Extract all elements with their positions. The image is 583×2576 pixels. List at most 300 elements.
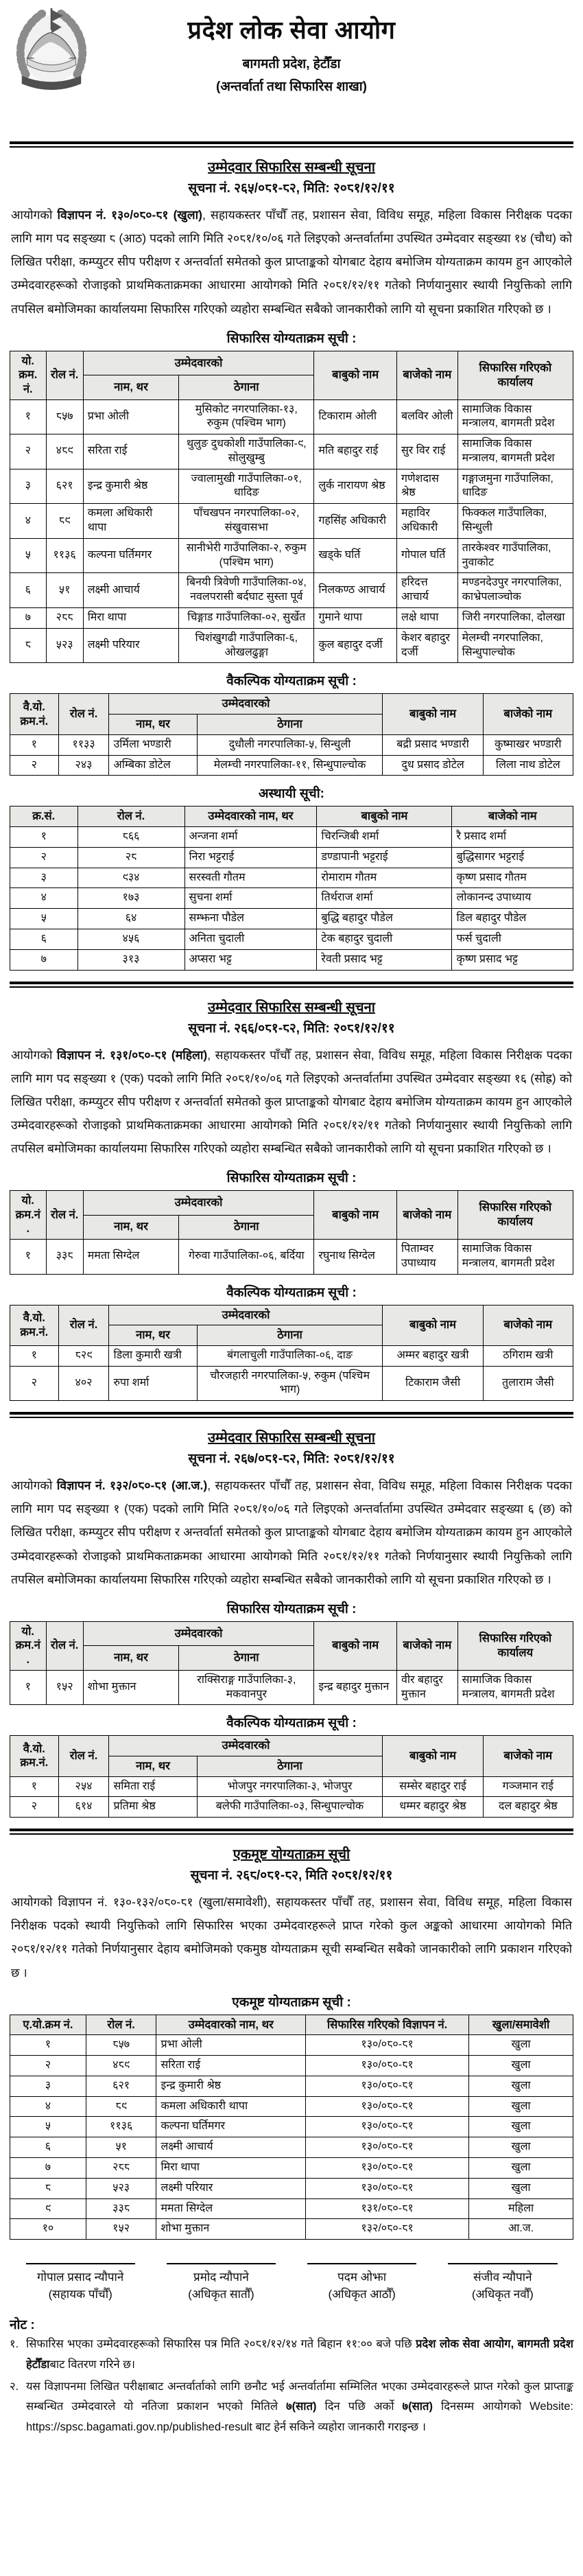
- column-header: उम्मेदवारको: [83, 351, 314, 375]
- table-cell: रुपा शर्मा: [109, 1366, 197, 1401]
- table-cell: हरिदत्त आचार्य: [396, 573, 457, 608]
- org-subtitle-province: बागमती प्रदेश, हेटौँडा: [242, 57, 341, 71]
- table-cell: १३०/०८०-८१: [306, 2056, 469, 2076]
- table-cell: गुमाने थापा: [314, 608, 397, 629]
- table-cell: प्रतिमा श्रेष्ठ: [109, 1797, 197, 1818]
- column-header: बाजेको नाम: [396, 1191, 457, 1240]
- table-cell: सरिता राई: [156, 2056, 306, 2076]
- table-cell: ७: [10, 949, 78, 970]
- table-cell: २: [10, 2056, 86, 2076]
- table-cell: धम्मर बहादुर श्रेष्ठ: [383, 1797, 483, 1818]
- table-row: [10, 847, 573, 868]
- merit-table: [10, 2015, 573, 2240]
- note-item: [10, 2377, 573, 2438]
- notice-heading: उम्मेदवार सिफारिस सम्बन्धी सूचना: [208, 1430, 375, 1446]
- table-cell: ६१४: [58, 1797, 109, 1818]
- table-cell: ६: [10, 929, 78, 949]
- table-cell: बद्री प्रसाद भण्डारी: [383, 734, 483, 755]
- table-cell: १: [10, 826, 78, 847]
- table-cell: ३३८: [46, 1240, 83, 1275]
- column-header: सिफारिस गरिएको कार्यालय: [457, 351, 573, 399]
- table-cell: जिरी नगरपालिका, दोलखा: [457, 608, 573, 629]
- column-header: रोल नं.: [58, 694, 109, 734]
- column-header: खुला/समावेशी: [469, 2015, 573, 2035]
- alternative-table-2: [10, 1305, 573, 1402]
- column-header: रोल नं.: [58, 1736, 109, 1776]
- table-cell: ३३८: [86, 2198, 156, 2219]
- table-cell: कृष्ण प्रसाद गौतम: [452, 868, 573, 888]
- column-header: बाबुको नाम: [383, 1305, 483, 1345]
- table-cell: १३०/०८०-८१: [306, 2137, 469, 2158]
- table-cell: रेवती प्रसाद भट्ट: [317, 949, 452, 970]
- table-cell: मुसिकोट नगरपालिका-१३, रुकुम (पश्चिम भाग): [179, 399, 314, 434]
- table-cell: मेलम्ची नगरपालिका, सिन्धुपाल्चोक: [457, 628, 573, 663]
- table-cell: दल बहादुर श्रेष्ठ: [483, 1797, 573, 1818]
- table-cell: ममता सिग्देल: [83, 1240, 179, 1275]
- table-cell: सामाजिक विकास मन्त्रालय, बागमती प्रदेश: [457, 399, 573, 434]
- table-cell: गहसिंह अधिकारी: [314, 504, 397, 539]
- notice-paragraph: आयोगको विज्ञापन नं. १३१/०८०-८१ (महिला), सहायकस्तर पाँचौँ तह, प्रशासन सेवा, विविध समूह, महिला विकास निरीक्षक पदका लागि माग पद सङ्ख्या १ (एक) पदको लागि मिति २०८१/१०/०६ गते लिइएको अन्तर्वार्तामा उपस्थित उम्मेदवार सङ्ख्या १६ (सोह्र) को लिखित परीक्षा, कम्प्युटर सीप परीक्षण र अन्तर्वार्ता समेतको कुल प्राप्ताङ्कको योगबाट देहाय बमोजिम योग्यताक्रम कायम हुन आएकोले उम्मेदवारहरूको रोजाइको प्राथमिकताक्रमका आधारमा आयोगको मिति २०८१/१२/११ गतेको निर्णयानुसार स्थायी नियुक्तिको लागि तपसिल बमोजिमका कार्यालयमा सिफारिस गरिएको व्यहोरा सम्बन्धित सबैको जानकारीको लागि यो सूचना प्रकाशित गरिएको छ ।: [11, 1047, 572, 1155]
- table-row: [10, 504, 573, 539]
- table-row: [10, 2219, 573, 2240]
- column-header: वै.यो. क्रम.नं.: [10, 694, 59, 734]
- notice-paragraph: आयोगको विज्ञापन नं. १३२/०८०-८१ (आ.ज.), सहायकस्तर पाँचौँ तह, प्रशासन सेवा, विविध समूह, महिला विकास निरीक्षक पदका लागि माग पद सङ्ख्या १ (एक) पदको लागि मिति २०८१/१०/०६ गते लिइएको अन्तर्वार्तामा उपस्थित उम्मेदवार सङ्ख्या ६ (छ) को लिखित परीक्षा, कम्प्युटर सीप परीक्षण र अन्तर्वार्ता समेतको कुल प्राप्ताङ्कको योगबाट देहाय बमोजिम योग्यताक्रम कायम हुन आएकोले उम्मेदवारहरूको रोजाइको प्राथमिकताक्रमका आधारमा आयोगको मिति २०८१/१२/११ गतेको निर्णयानुसार स्थायी नियुक्तिको लागि तपसिल बमोजिमका कार्यालयमा सिफारिस गरिएको व्यहोरा सम्बन्धित सबैको जानकारीको लागि यो सूचना प्रकाशित गरिएको छ ।: [11, 1478, 572, 1586]
- table-cell: लुर्क नारायण श्रेष्ठ: [314, 469, 397, 504]
- table-cell: ८६६: [78, 826, 185, 847]
- table-cell: २८८: [46, 608, 83, 629]
- table-row: [10, 2035, 573, 2056]
- table-cell: खुला: [469, 2178, 573, 2198]
- table-cell: शोभा मुक्तान: [156, 2219, 306, 2240]
- table-cell: कृष्ण प्रसाद भट्ट: [452, 949, 573, 970]
- note-item: [10, 2334, 573, 2375]
- table-cell: ५१: [86, 2137, 156, 2158]
- table-cell: निलकण्ठ आचार्य: [314, 573, 397, 608]
- table-row: [10, 734, 573, 755]
- table-cell: आ.ज.: [469, 2219, 573, 2240]
- table-cell: सानीभेरी गाउँपालिका-२, रुकुम (पश्चिम भाग): [179, 538, 314, 573]
- table-cell: खुला: [469, 2158, 573, 2179]
- table-cell: १: [10, 1345, 59, 1366]
- table-cell: डिल बहादुर पौडेल: [452, 909, 573, 929]
- table-cell: बलेफी गाउँपालिका-०३, सिन्धुपाल्चोक: [197, 1797, 383, 1818]
- page-header: [10, 1, 573, 136]
- table-row: [10, 1776, 573, 1797]
- table-cell: चौरजहारी नगरपालिका-५, रुकुम (पश्चिम भाग): [197, 1366, 383, 1401]
- notice-heading: उम्मेदवार सिफारिस सम्बन्धी सूचना: [208, 999, 375, 1015]
- notice-section-1: [10, 157, 573, 971]
- table-cell: बुद्धिसागर भट्टराई: [452, 847, 573, 868]
- table-cell: ५: [10, 538, 47, 573]
- table-cell: पिताम्वर उपाध्याय: [396, 1240, 457, 1275]
- column-header: नाम, थर: [109, 1756, 197, 1776]
- table-row: [10, 538, 573, 573]
- table-cell: सरस्वती गौतम: [185, 868, 317, 888]
- table-cell: ४: [10, 504, 47, 539]
- column-header: रोल नं.: [58, 1305, 109, 1345]
- table-row: [10, 929, 573, 949]
- table-cell: १५२: [86, 2219, 156, 2240]
- table-cell: इन्द्र कुमारी श्रेष्ठ: [83, 469, 179, 504]
- table-cell: सामाजिक विकास मन्त्रालय, बागमती प्रदेश: [457, 1670, 573, 1705]
- table-row: [10, 2117, 573, 2137]
- table-cell: कुष्माखर भण्डारी: [483, 734, 573, 755]
- column-header: बाबुको नाम: [383, 1736, 483, 1776]
- column-header: बाजेको नाम: [483, 1305, 573, 1345]
- signature-row: [14, 2263, 569, 2303]
- merit-list-section: [10, 1844, 573, 2240]
- table-cell: ८९: [46, 504, 83, 539]
- signature-line: [448, 2263, 557, 2264]
- table-cell: अनिता चुदाली: [185, 929, 317, 949]
- table-title-alternative-2: वैकल्पिक योग्यताक्रम सूची :: [226, 1285, 357, 1300]
- table-cell: २८: [78, 847, 185, 868]
- table-cell: मण्डनदेउपुर नगरपालिका, काभ्रेपलाञ्चोक: [457, 573, 573, 608]
- table-cell: महिला: [469, 2198, 573, 2219]
- table-cell: २: [10, 1797, 59, 1818]
- table-cell: गञ्जमान राई: [483, 1776, 573, 1797]
- table-cell: ८२९: [58, 1345, 109, 1366]
- table-cell: चिङ्गाड गाउँपालिका-०२, सुर्खेत: [179, 608, 314, 629]
- table-cell: चिरन्जिबी शर्मा: [317, 826, 452, 847]
- result-url-link[interactable]: https://spsc.bagamati.gov.np/published-result: [26, 2421, 252, 2434]
- column-header: रोल नं.: [86, 2015, 156, 2035]
- table-cell: लक्ष्मी आचार्य: [156, 2137, 306, 2158]
- table-row: [10, 868, 573, 888]
- note-label: नोट :: [10, 2318, 35, 2333]
- table-row: [10, 888, 573, 909]
- table-cell: ३: [10, 868, 78, 888]
- column-header: ठेगाना: [197, 1325, 383, 1346]
- table-cell: इन्द्र कुमारी श्रेष्ठ: [156, 2076, 306, 2096]
- column-header: उम्मेदवारको नाम, थर: [185, 807, 317, 827]
- table-cell: कुल बहादुर दर्जी: [314, 628, 397, 663]
- table-cell: ५: [10, 2117, 86, 2137]
- table-cell: २८८: [86, 2158, 156, 2179]
- table-cell: १३०/०८०-८१: [306, 2117, 469, 2137]
- table-cell: ४: [10, 888, 78, 909]
- table-title-merit: एकमूष्ट योग्यताक्रम सूची :: [232, 1995, 351, 2010]
- table-cell: डिला कुमारी खत्री: [109, 1345, 197, 1366]
- table-cell: ६: [10, 2137, 86, 2158]
- note-bold-text: ७(सात): [286, 2400, 317, 2413]
- table-cell: टेक बहादुर चुदाली: [317, 929, 452, 949]
- notice-subheading: सूचना नं. २६६/०८१-८२, मिति: २०८१/१२/११: [188, 1021, 395, 1036]
- table-cell: ठगिराम खत्री: [483, 1345, 573, 1366]
- table-cell: ११३६: [86, 2117, 156, 2137]
- notice-paragraph: आयोगको विज्ञापन नं. १३०-१३२/०८०-८१ (खुला/समावेशी), सहायकस्तर पाँचौँ तह, प्रशासन सेवा, विविध समूह, महिला विकास निरीक्षक पदको स्थायी नियुक्तिको लागि सिफारिस भएका उम्मेदवारहरूले प्राप्त गरेको कुल अङ्कको आधारमा आयोगको मिति २०८१/१२/११ गतेको निर्णयानुसार देहाय बमोजिमको एकमुष्ठ योग्यताक्रम सूची सम्बन्धित सबैको जानकारीको लागि प्रकाशन गरिएको छ ।: [11, 1895, 572, 1980]
- table-cell: रोमाराम गौतम: [317, 868, 452, 888]
- column-header: ठेगाना: [179, 1215, 314, 1239]
- note-plain-text: दिनसम्म आयोगको Website:: [432, 2400, 574, 2413]
- table-cell: २: [10, 434, 47, 469]
- table-cell: ३: [10, 2076, 86, 2096]
- table-cell: ७: [10, 2158, 86, 2179]
- table-cell: गणेशदास श्रेष्ठ: [396, 469, 457, 504]
- table-cell: ६२१: [86, 2076, 156, 2096]
- table-cell: मिरा थापा: [83, 608, 179, 629]
- column-header: बाबुको नाम: [314, 1621, 397, 1670]
- table-cell: ५: [10, 909, 78, 929]
- section-divider: [10, 1412, 573, 1418]
- column-header: नाम, थर: [109, 715, 197, 735]
- column-header: सिफारिस गरिएको विज्ञापन नं.: [306, 2015, 469, 2035]
- alternative-table-1: [10, 693, 573, 776]
- table-cell: ६: [10, 573, 47, 608]
- table-cell: खुला: [469, 2117, 573, 2137]
- recommendation-table-1: [10, 351, 573, 664]
- column-header: रोल नं.: [78, 807, 185, 827]
- table-cell: ५२३: [46, 628, 83, 663]
- column-header: वै.यो. क्रम.नं.: [10, 1305, 59, 1345]
- signature-name: गोपाल प्रसाद न्यौपाने: [37, 2271, 124, 2284]
- table-cell: १३०/०८०-८१: [306, 2158, 469, 2179]
- table-cell: तुलाराम जैसी: [483, 1366, 573, 1401]
- table-cell: मिरा थापा: [156, 2158, 306, 2179]
- column-header: ठेगाना: [179, 375, 314, 399]
- table-row: [10, 909, 573, 929]
- table-title-alternative-1: वैकल्पिक योग्यताक्रम सूची :: [226, 674, 357, 689]
- column-header: बाजेको नाम: [396, 351, 457, 399]
- notice-section-3: [10, 1428, 573, 1818]
- table-cell: निरा भट्टराई: [185, 847, 317, 868]
- table-cell: लक्ष्मी आचार्य: [83, 573, 179, 608]
- column-header: रोल नं.: [46, 351, 83, 399]
- table-cell: अम्मर बहादुर खत्री: [383, 1345, 483, 1366]
- column-header: क्र.सं.: [10, 807, 78, 827]
- note-number: १.: [10, 2338, 19, 2351]
- nepal-emblem-logo: [11, 4, 92, 95]
- table-cell: ११३६: [46, 538, 83, 573]
- column-header: बाजेको नाम: [483, 694, 573, 734]
- table-cell: कल्पना घर्तिमगर: [156, 2117, 306, 2137]
- table-title-recommend-2: सिफारिस योग्यताक्रम सूची :: [226, 1171, 357, 1186]
- table-cell: २: [10, 1366, 59, 1401]
- table-cell: १३०/०८०-८१: [306, 2096, 469, 2117]
- table-cell: पाँचखपन नगरपालिका-०२, संखुवासभा: [179, 504, 314, 539]
- note-number: २.: [10, 2380, 19, 2393]
- table-cell: सुर विर राई: [396, 434, 457, 469]
- signature-name: प्रमोद न्यौपाने: [193, 2271, 249, 2284]
- table-cell: ७: [10, 608, 47, 629]
- table-cell: रघुनाथ सिग्देल: [314, 1240, 397, 1275]
- column-header: बाजेको नाम: [396, 1621, 457, 1670]
- table-cell: १५२: [46, 1670, 83, 1705]
- table-cell: लक्ष्मी परियार: [83, 628, 179, 663]
- table-cell: ८५७: [46, 399, 83, 434]
- table-cell: गङ्गाजमुना गाउँपालिका, धादिङ: [457, 469, 573, 504]
- column-header: बाबुको नाम: [317, 807, 452, 827]
- table-cell: लिला नाथ डोटेल: [483, 755, 573, 776]
- notice-heading: एकमूष्ट योग्यताक्रम सूची: [233, 1847, 350, 1863]
- column-header: बाबुको नाम: [314, 351, 397, 399]
- table-cell: खुला: [469, 2076, 573, 2096]
- table-cell: सरिता राई: [83, 434, 179, 469]
- table-cell: फर्स चुदाली: [452, 929, 573, 949]
- table-row: [10, 628, 573, 663]
- table-cell: ६२१: [46, 469, 83, 504]
- table-cell: खुला: [469, 2056, 573, 2076]
- table-cell: ५१: [46, 573, 83, 608]
- table-cell: ८: [10, 2178, 86, 2198]
- column-header: यो. क्रम. नं.: [10, 351, 47, 399]
- column-header: उम्मेदवारको: [109, 1736, 383, 1756]
- table-cell: १३०/०८०-८१: [306, 2178, 469, 2198]
- table-title-recommend-3: सिफारिस योग्यताक्रम सूची :: [226, 1601, 357, 1616]
- table-title-alternative-3: वैकल्पिक योग्यताक्रम सूची :: [226, 1716, 357, 1731]
- table-cell: बंगलाचुली गाउँपालिका-०६, दाङ: [197, 1345, 383, 1366]
- column-header: बाजेको नाम: [452, 807, 573, 827]
- table-row: [10, 608, 573, 629]
- column-header: ठेगाना: [197, 715, 383, 735]
- table-cell: ८: [10, 628, 47, 663]
- section-divider: [10, 1829, 573, 1835]
- column-header: वै.यो. क्रम.नं.: [10, 1736, 59, 1776]
- notice-section-2: [10, 997, 573, 1402]
- table-cell: ४८९: [46, 434, 83, 469]
- notice-subheading: सूचना नं. २६८/०८१-८२, मिति २०८१/१२/११: [190, 1868, 393, 1883]
- notice-paragraph: आयोगको विज्ञापन नं. १३०/०८०-८१ (खुला), सहायकस्तर पाँचौँ तह, प्रशासन सेवा, विविध समूह, महिला विकास निरीक्षक पदका लागि माग पद सङ्ख्या ८ (आठ) पदको लागि मिति २०८१/१०/०६ गते लिइएको अन्तर्वार्तामा उपस्थित उम्मेदवार सङ्ख्या १४ (चौध) को लिखित परीक्षा, कम्प्युटर सीप परीक्षण र अन्तर्वार्ता समेतको कुल प्राप्ताङ्कको योगबाट देहाय बमोजिम योग्यताक्रम कायम हुन आएकोले उम्मेदवारहरूको रोजाइको प्राथमिकताक्रमका आधारमा आयोगको मिति २०८१/१२/११ गतेको निर्णयानुसार स्थायी नियुक्तिको लागि तपसिल बमोजिमका कार्यालयमा सिफारिस गरिएको व्यहोरा सम्बन्धित सबैको जानकारीको लागि यो सूचना प्रकाशित गरिएको छ ।: [11, 208, 572, 316]
- table-cell: महाविर अधिकारी: [396, 504, 457, 539]
- table-cell: ४: [10, 2096, 86, 2117]
- table-cell: समिता राई: [109, 1776, 197, 1797]
- note-bold-text: प्रदेश लोक सेवा आयोग, बागमती प्रदेश हेटौँडा: [26, 2338, 573, 2371]
- table-cell: गेरुवा गाउँपालिका-०६, बर्दिया: [179, 1240, 314, 1275]
- table-row: [10, 2056, 573, 2076]
- signature-block: [436, 2263, 569, 2303]
- table-cell: सम्झना पौडेल: [185, 909, 317, 929]
- table-cell: लक्ष्मी परियार: [156, 2178, 306, 2198]
- signature-name: संजीव न्यौपाने: [473, 2271, 532, 2284]
- table-cell: १: [10, 1240, 47, 1275]
- signature-post: (अधिकृत आठौँ): [328, 2288, 396, 2301]
- table-cell: लक्षे थापा: [396, 608, 457, 629]
- table-cell: कमला अधिकारी थापा: [156, 2096, 306, 2117]
- table-cell: २: [10, 847, 78, 868]
- table-cell: मति बहादुर राई: [314, 434, 397, 469]
- table-cell: ६४: [78, 909, 185, 929]
- table-row: [10, 399, 573, 434]
- table-cell: कमला अधिकारी थापा: [83, 504, 179, 539]
- table-cell: खड्के घर्ति: [314, 538, 397, 573]
- table-row: [10, 1345, 573, 1366]
- table-cell: १: [10, 2035, 86, 2056]
- column-header: सिफारिस गरिएको कार्यालय: [457, 1621, 573, 1670]
- column-header: नाम, थर: [83, 1215, 179, 1239]
- section-divider: [10, 141, 573, 148]
- signature-block: [14, 2263, 147, 2303]
- table-cell: १३०/०८०-८१: [306, 2035, 469, 2056]
- table-cell: १३१/०८०-८१: [306, 2198, 469, 2219]
- notice-subheading: सूचना नं. २६५/०८१-८२, मिति: २०८१/१२/११: [188, 181, 395, 196]
- table-cell: ३: [10, 469, 47, 504]
- table-row: [10, 1797, 573, 1818]
- alternative-table-3: [10, 1735, 573, 1818]
- table-cell: टिकाराम ओली: [314, 399, 397, 434]
- table-cell: उर्मिला भण्डारी: [109, 734, 197, 755]
- table-row: [10, 434, 573, 469]
- note-plain-text: सिफारिस भएका उम्मेदवारहरूको सिफारिस पत्र मिति २०८१/१२/१४ गते बिहान ११:०० बजे पछि: [26, 2338, 416, 2351]
- column-header: रोल नं.: [46, 1621, 83, 1670]
- note-bold-text: ७(सात): [402, 2400, 433, 2413]
- table-cell: चिशंखुगढी गाउँपालिका-६, ओखलढुङ्गा: [179, 628, 314, 663]
- column-header: ए.यो.क्रम नं.: [10, 2015, 86, 2035]
- table-cell: ३१३: [78, 949, 185, 970]
- section-divider: [10, 982, 573, 988]
- column-header: रोल नं.: [46, 1191, 83, 1240]
- column-header: नाम, थर: [83, 1646, 179, 1670]
- table-cell: लोकानन्द उपाध्याय: [452, 888, 573, 909]
- table-cell: ४०२: [58, 1366, 109, 1401]
- table-cell: रै प्रसाद शर्मा: [452, 826, 573, 847]
- table-row: [10, 2158, 573, 2179]
- note-text: [26, 2334, 573, 2375]
- table-row: [10, 469, 573, 504]
- table-cell: बिनयी त्रिवेणी गाउँपालिका-०४, नवलपरासी बर्दघाट सुस्ता पूर्व: [179, 573, 314, 608]
- table-cell: अम्बिका डोटेल: [109, 755, 197, 776]
- table-cell: १३२/०८०-८१: [306, 2219, 469, 2240]
- table-cell: गोपाल घर्ति: [396, 538, 457, 573]
- column-header: ठेगाना: [179, 1646, 314, 1670]
- column-header: उम्मेदवारको नाम, थर: [156, 2015, 306, 2035]
- table-row: [10, 2178, 573, 2198]
- table-cell: खुला: [469, 2137, 573, 2158]
- note-plain-text: बाट हेर्न सकिने व्यहोरा जानकारी गराइन्छ ।: [252, 2421, 427, 2434]
- table-cell: तारकेश्वर गाउँपालिका, नुवाकोट: [457, 538, 573, 573]
- signature-post: (सहायक पाँचौँ): [48, 2288, 112, 2301]
- table-cell: बुद्धि बहादुर पौडेल: [317, 909, 452, 929]
- column-header: यो. क्रम.नं.: [10, 1621, 47, 1670]
- column-header: यो. क्रम.नं.: [10, 1191, 47, 1240]
- table-row: [10, 1240, 573, 1275]
- table-cell: २५४: [58, 1776, 109, 1797]
- table-cell: १: [10, 1776, 59, 1797]
- column-header: उम्मेदवारको: [109, 694, 383, 715]
- note-plain-text: बाट वितरण गरिने छ।: [49, 2358, 136, 2371]
- table-cell: बलविर ओली: [396, 399, 457, 434]
- table-cell: खुला: [469, 2035, 573, 2056]
- table-cell: १: [10, 734, 59, 755]
- table-title-temporary-1: अस्थायी सूची:: [259, 787, 324, 802]
- table-cell: ४५६: [78, 929, 185, 949]
- table-row: [10, 1670, 573, 1705]
- table-cell: सम्सेर बहादुर राई: [383, 1776, 483, 1797]
- table-cell: १३०/०८०-८१: [306, 2076, 469, 2096]
- table-row: [10, 826, 573, 847]
- table-row: [10, 2137, 573, 2158]
- table-cell: तिर्थराज शर्मा: [317, 888, 452, 909]
- recommendation-table-3: [10, 1621, 573, 1705]
- signature-post: (अधिकृत सातौँ): [188, 2288, 254, 2301]
- table-cell: थुलुङ दुधकोशी गाउँपालिका-९, सोलुखुम्बु: [179, 434, 314, 469]
- org-subtitle-branch: (अन्तर्वार्ता तथा सिफारिस शाखा): [216, 80, 367, 94]
- table-cell: भोजपुर नगरपालिका-३, भोजपुर: [197, 1776, 383, 1797]
- table-row: [10, 2198, 573, 2219]
- temporary-table-1: [10, 806, 573, 970]
- column-header: सिफारिस गरिएको कार्यालय: [457, 1191, 573, 1240]
- table-row: [10, 949, 573, 970]
- table-cell: केशर बहादुर दर्जी: [396, 628, 457, 663]
- signature-line: [26, 2263, 135, 2264]
- table-cell: अप्सरा भट्ट: [185, 949, 317, 970]
- signature-post: (अधिकृत नवौँ): [471, 2288, 534, 2301]
- table-cell: २४३: [58, 755, 109, 776]
- column-header: बाजेको नाम: [483, 1736, 573, 1776]
- table-cell: ८५७: [86, 2035, 156, 2056]
- signature-block: [295, 2263, 428, 2303]
- note-plain-text: यस विज्ञापनमा लिखित परीक्षाबाट अन्तर्वार्ताको लागि छनौट भई अन्तर्वार्तामा सम्मिलित भएका उम्मेदवारहरूले प्राप्त गरेको कुल प्राप्ताङ्क सम्बन्धित उम्मेदवारले यो नतिजा प्रकाशन भएको मितिले: [26, 2380, 573, 2413]
- signature-line: [307, 2263, 416, 2264]
